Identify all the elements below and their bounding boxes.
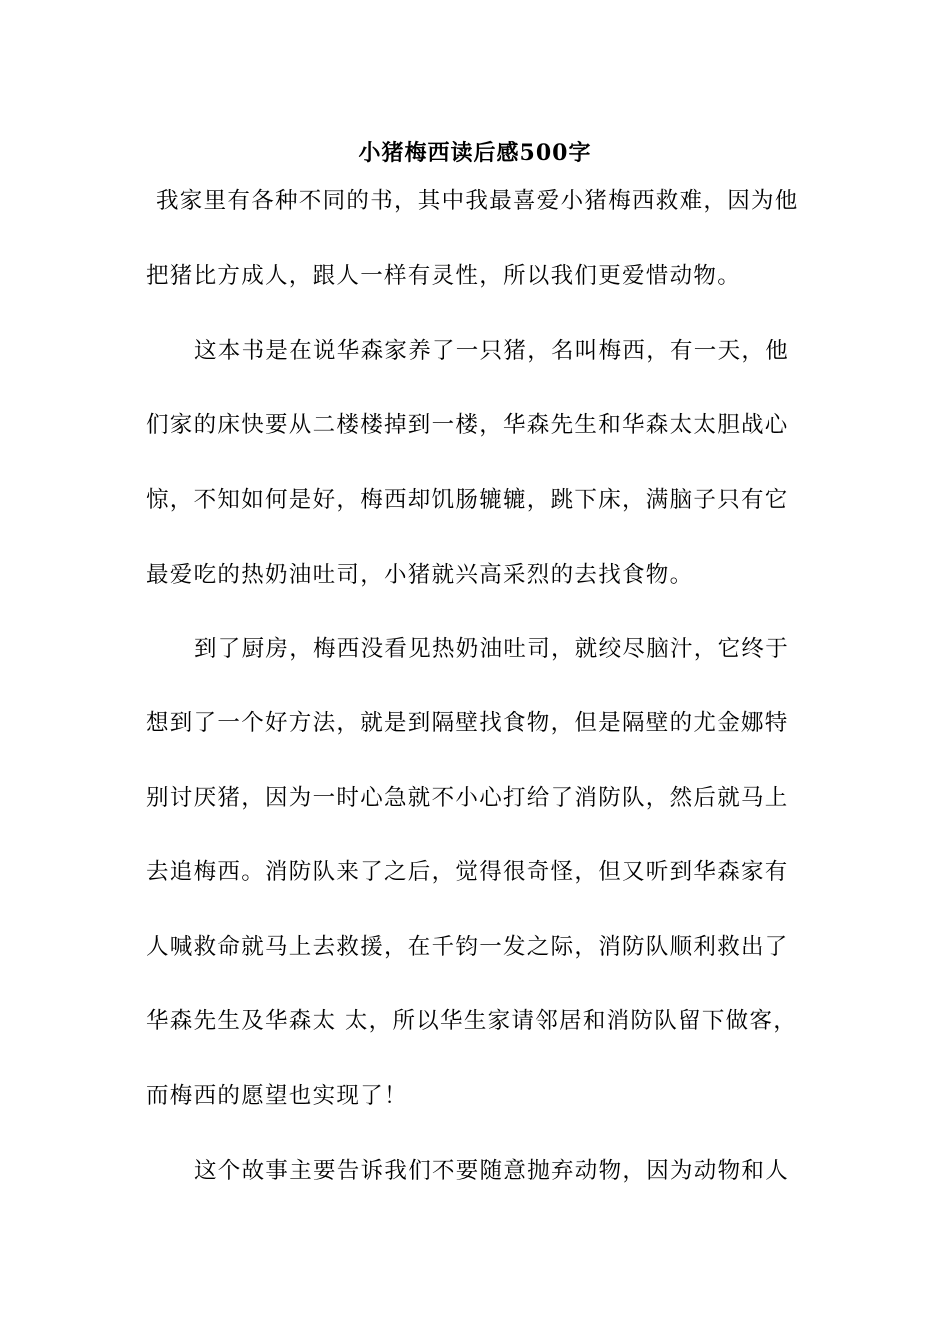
text-line: 惊，不知如何是好，梅西却饥肠辘辘，跳下床，满脑子只有它 xyxy=(146,487,789,513)
text-line: 最爱吃的热奶油吐司，小猪就兴高采烈的去找食物。 xyxy=(146,562,694,588)
text-line: 而梅西的愿望也实现了！ xyxy=(146,1083,408,1109)
text-line: 华森先生及华森太 太，所以华生家请邻居和消防队留下做客， xyxy=(146,1008,798,1034)
text-line: 把猪比方成人，跟人一样有灵性，所以我们更爱惜动物。 xyxy=(146,263,742,289)
text-line: 这本书是在说华森家养了一只猪，名叫梅西，有一天，他 xyxy=(194,338,790,364)
text-line: 这个故事主要告诉我们不要随意抛弃动物，因为动物和人 xyxy=(194,1158,790,1184)
text-line: 想到了一个好方法，就是到隔壁找食物，但是隔壁的尤金娜特 xyxy=(146,710,789,736)
text-line: 们家的床快要从二楼楼掉到一楼，华森先生和华森太太胆战心 xyxy=(146,412,789,438)
page-title: 小猪梅西读后感500字 xyxy=(358,140,592,166)
text-line: 我家里有各种不同的书，其中我最喜爱小猪梅西救难，因为他 xyxy=(156,188,799,214)
text-line: 去追梅西。消防队来了之后，觉得很奇怪，但又听到华森家有 xyxy=(146,859,789,885)
text-line: 别讨厌猪，因为一时心急就不小心打给了消防队，然后就马上 xyxy=(146,785,789,811)
text-line: 人喊救命就马上去救援，在千钧一发之际，消防队顺利救出了 xyxy=(146,934,789,960)
text-line: 到了厨房，梅西没看见热奶油吐司，就绞尽脑汁，它终于 xyxy=(194,636,790,662)
